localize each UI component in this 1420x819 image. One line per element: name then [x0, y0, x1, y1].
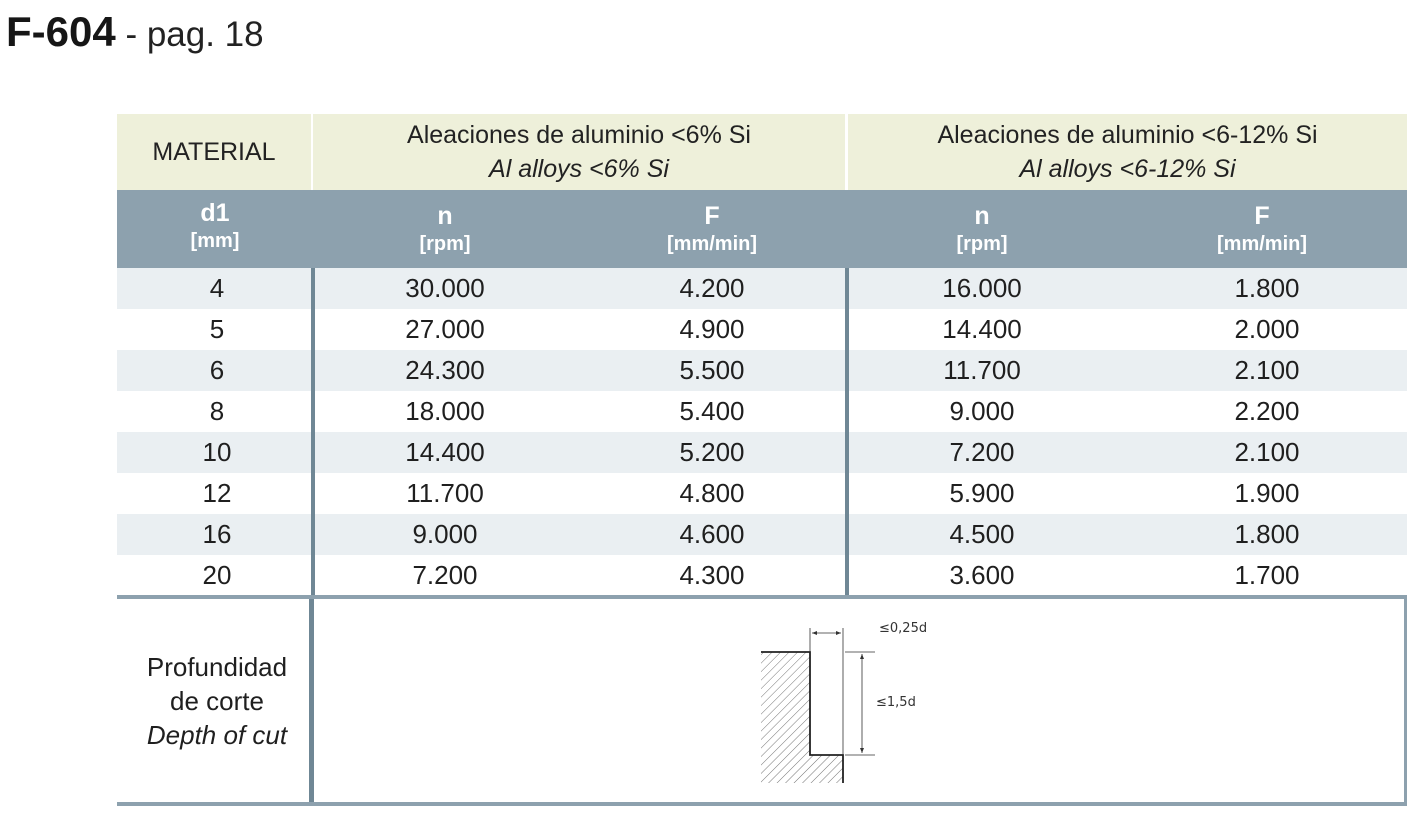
- diameter-cell: 4: [209, 273, 225, 303]
- column-symbol: n: [974, 202, 990, 230]
- table-header: [117, 114, 1407, 190]
- feed-cell: 1.900: [1234, 478, 1300, 508]
- column-symbol: d1: [200, 199, 230, 227]
- column-divider: [845, 268, 849, 596]
- table-right-rule: [1404, 599, 1407, 804]
- feed-cell: 2.200: [1234, 396, 1300, 426]
- column-unit: [mm/min]: [1217, 233, 1307, 255]
- feed-cell: 5.400: [679, 396, 745, 426]
- speed-header-2: [847, 190, 1117, 268]
- group-title-en: Al alloys <6% Si: [489, 155, 669, 183]
- speed-cell: 30.000: [405, 273, 485, 303]
- table-subheader: [117, 190, 1407, 268]
- speed-cell: 16.000: [942, 273, 1022, 303]
- table-bottom-rule: [117, 802, 1407, 806]
- diameter-cell: 16: [202, 519, 232, 549]
- speed-cell: 14.400: [942, 314, 1022, 344]
- depth-label-es-1: Profundidad: [146, 652, 288, 682]
- group-header-high-si: [848, 114, 1407, 190]
- feed-cell: 4.200: [679, 273, 745, 303]
- feed-cell: 1.800: [1234, 519, 1300, 549]
- speed-cell: 7.200: [412, 560, 478, 590]
- feed-cell: 1.800: [1234, 273, 1300, 303]
- feed-cell: 2.000: [1234, 314, 1300, 344]
- feed-header-2: [1117, 190, 1407, 268]
- speed-cell: 14.400: [405, 437, 485, 467]
- feed-cell: 4.800: [679, 478, 745, 508]
- group-title-en: Al alloys <6-12% Si: [1019, 155, 1236, 183]
- page-reference: - pag. 18: [115, 15, 264, 54]
- material-label: MATERIAL: [152, 138, 276, 166]
- page-title: [6, 8, 264, 66]
- diameter-cell: 5: [209, 314, 225, 344]
- speed-cell: 7.200: [949, 437, 1015, 467]
- column-unit: [mm/min]: [667, 233, 757, 255]
- column-unit: [rpm]: [956, 233, 1008, 255]
- depth-of-cut-diagram: [759, 614, 939, 794]
- d1-header: [117, 190, 313, 268]
- workpiece-hatch: [761, 652, 843, 783]
- feed-cell: 1.700: [1234, 560, 1300, 590]
- depth-of-cut-label: [117, 650, 317, 752]
- feed-cell: 4.300: [679, 560, 745, 590]
- speed-cell: 5.900: [949, 478, 1015, 508]
- speed-header-1: [313, 190, 577, 268]
- group-title-es: Aleaciones de aluminio <6% Si: [407, 121, 751, 149]
- feed-cell: 2.100: [1234, 437, 1300, 467]
- speed-cell: 11.700: [943, 355, 1021, 385]
- speed-cell: 11.700: [406, 478, 484, 508]
- speed-cell: 4.500: [949, 519, 1015, 549]
- column-symbol: F: [704, 202, 720, 230]
- column-unit: [mm]: [190, 230, 240, 252]
- feed-cell: 4.900: [679, 314, 745, 344]
- material-header: [117, 114, 311, 190]
- column-symbol: n: [437, 202, 453, 230]
- column-divider: [311, 268, 315, 596]
- feed-cell: 2.100: [1234, 355, 1300, 385]
- group-title-es: Aleaciones de aluminio <6-12% Si: [937, 121, 1318, 149]
- speed-cell: 18.000: [405, 396, 485, 426]
- diameter-cell: 12: [202, 478, 232, 508]
- depth-dimension-label: ≤1,5d: [876, 695, 916, 710]
- column-unit: [rpm]: [419, 233, 471, 255]
- diameter-cell: 10: [202, 437, 232, 467]
- group-header-low-si: [313, 114, 845, 190]
- speed-cell: 3.600: [949, 560, 1015, 590]
- column-symbol: F: [1254, 202, 1270, 230]
- feed-cell: 4.600: [679, 519, 745, 549]
- feed-header-1: [577, 190, 847, 268]
- product-code: F-604: [6, 8, 116, 55]
- width-dimension-label: ≤0,25d: [879, 621, 928, 636]
- diameter-cell: 20: [202, 560, 232, 590]
- depth-label-es-2: de corte: [170, 686, 264, 716]
- diameter-cell: 8: [209, 396, 225, 426]
- speed-cell: 27.000: [405, 314, 485, 344]
- diameter-cell: 6: [209, 355, 225, 385]
- feed-cell: 5.200: [679, 437, 745, 467]
- speed-cell: 9.000: [412, 519, 478, 549]
- feed-cell: 5.500: [679, 355, 745, 385]
- depth-label-en: Depth of cut: [146, 720, 288, 750]
- speed-cell: 24.300: [405, 355, 485, 385]
- speed-cell: 9.000: [949, 396, 1015, 426]
